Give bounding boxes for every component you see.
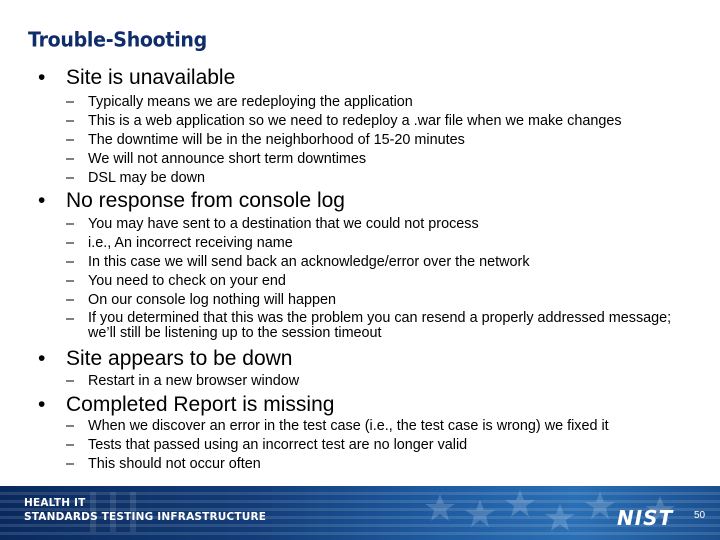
sub-bullet: – In this case we will send back an acknowledge/error over the network [66, 254, 530, 270]
bullet-icon: • [38, 189, 46, 212]
nist-logo: NIST [617, 506, 674, 530]
bullet-icon: • [38, 347, 46, 370]
slide-title: Trouble-Shooting [28, 28, 207, 52]
sub-bullet: – When we discover an error in the test case (i.e., the test case is wrong) we fixed it [66, 418, 609, 434]
bullet-heading: • Site is unavailable [38, 66, 236, 89]
sub-bullet: – Tests that passed using an incorrect test are no longer valid [66, 437, 468, 453]
bullet-heading: • Site appears to be down [38, 347, 293, 370]
bullet-icon: • [38, 66, 46, 89]
sub-bullet: – DSL may be down [66, 170, 206, 186]
footer-line-health-it: HEALTH IT [24, 497, 86, 509]
sub-bullet: – Restart in a new browser window [66, 373, 300, 389]
page-number: 50 [694, 510, 706, 521]
footer-line-infrastructure: STANDARDS TESTING INFRASTRUCTURE [24, 511, 267, 523]
bullet-heading: • Completed Report is missing [38, 393, 335, 416]
sub-bullet: – We will not announce short term downtimes [66, 151, 367, 167]
bullet-heading: • No response from console log [38, 189, 345, 212]
sub-bullet: – You may have sent to a destination that we could not process [66, 216, 479, 232]
sub-bullet: – Typically means we are redeploying the application [66, 94, 413, 110]
bullet-icon: • [38, 393, 46, 416]
sub-bullet: – On our console log nothing will happen [66, 292, 337, 308]
sub-bullet: – If you determined that this was the problem you can resend a properly addressed message; we’ll still be listening up to the session timeout [66, 310, 672, 341]
sub-bullet: – The downtime will be in the neighborhood of 15-20 minutes [66, 132, 465, 148]
sub-bullet: – This is a web application so we need to redeploy a .war file when we make changes [66, 113, 622, 129]
sub-bullet: – i.e., An incorrect receiving name [66, 235, 293, 251]
sub-bullet: – You need to check on your end [66, 273, 286, 289]
sub-bullet: – This should not occur often [66, 456, 261, 472]
